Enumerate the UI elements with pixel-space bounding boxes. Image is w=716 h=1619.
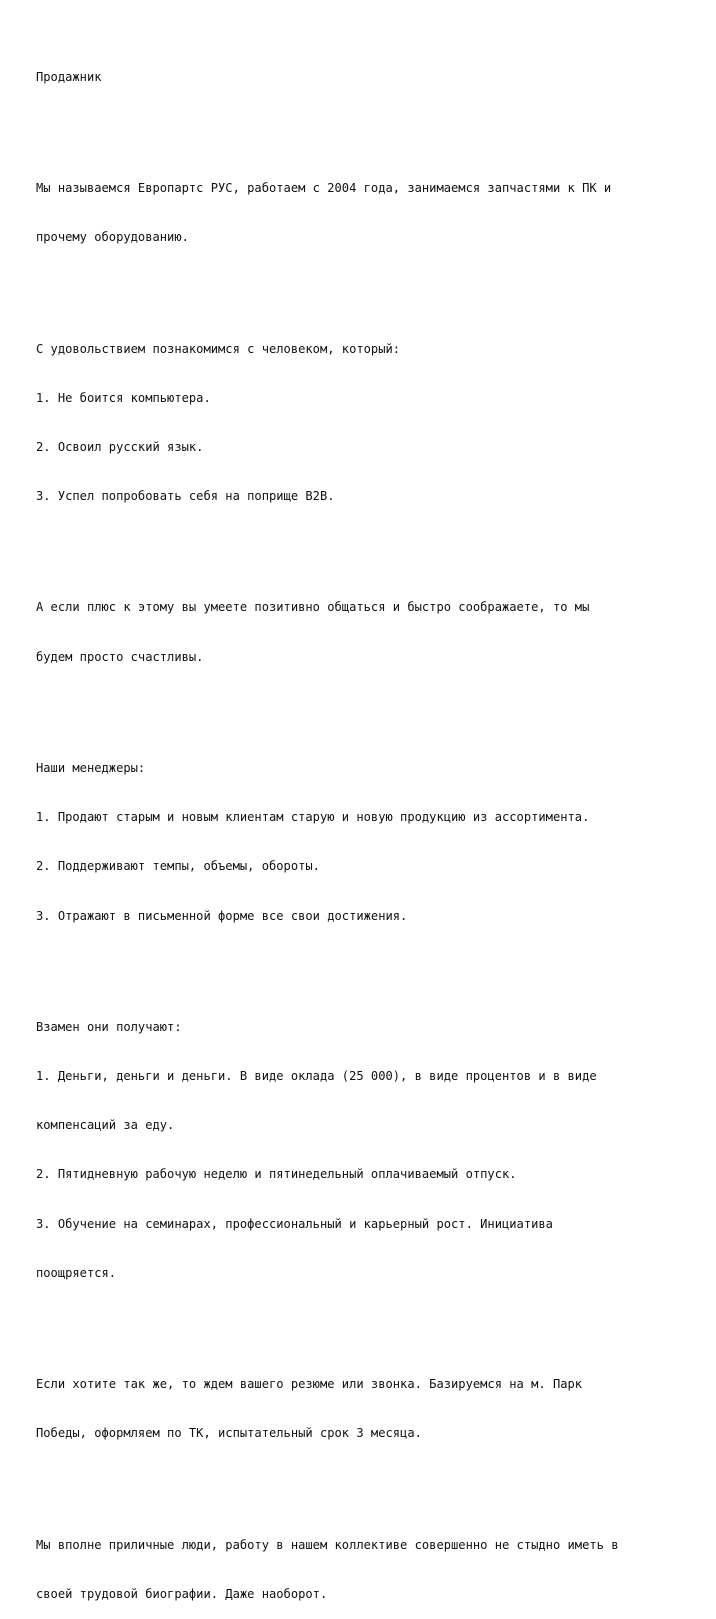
bonus-line: будем просто счастливы. [36,649,204,664]
closing-line: своей трудовой биографии. Даже наоборот. [36,1586,328,1601]
paragraph-gap [36,698,696,711]
managers-item: 2. Поддерживают темпы, объемы, обороты. [36,859,320,874]
benefits-heading: Взамен они получают: [36,1019,182,1034]
managers-heading: Наши менеджеры: [36,760,146,775]
contact-line: Если хотите так же, то ждем вашего резюме или звонка. Базируемся на м. Парк [36,1377,583,1392]
candidate-item: 2. Освоил русский язык. [36,439,204,454]
paragraph-gap [36,278,696,291]
benefits-item: 1. Деньги, деньги и деньги. В виде оклада (25 000), в виде процентов и в виде [36,1068,597,1083]
managers-item: 1. Продают старым и новым клиентам старую и новую продукцию из ассортимента. [36,810,590,825]
document-title: Продажник [36,69,102,84]
benefits-item: поощряется. [36,1265,117,1280]
paragraph-gap [36,118,696,131]
bonus-line: А если плюс к этому вы умеете позитивно общаться и быстро соображаете, то мы [36,600,590,615]
candidate-item: 3. Успел попробовать себя на поприще B2B. [36,489,335,504]
benefits-item: 2. Пятидневную рабочую неделю и пятинедельный оплачиваемый отпуск. [36,1167,517,1182]
paragraph-gap [36,957,696,970]
intro-line: Мы называемся Европартс РУС, работаем с 2004 года, занимаемся запчастями к ПК и [36,181,612,196]
benefits-item: 3. Обучение на семинарах, профессиональный и карьерный рост. Инициатива [36,1216,553,1231]
paragraph-gap [36,1475,696,1488]
managers-item: 3. Отражают в письменной форме все свои достижения. [36,908,408,923]
paragraph-gap [36,1314,696,1327]
candidate-heading: С удовольствием познакомимся с человеком, который: [36,341,401,356]
paragraph-gap [36,537,696,550]
intro-line: прочему оборудованию. [36,230,189,245]
benefits-item: компенсаций за еду. [36,1118,175,1133]
candidate-item: 1. Не боится компьютера. [36,390,211,405]
closing-line: Мы вполне приличные люди, работу в нашем коллективе совершенно не стыдно иметь в [36,1537,619,1552]
contact-line: Победы, оформляем по ТК, испытательный срок 3 месяца. [36,1426,422,1441]
job-posting-document [36,36,696,1619]
